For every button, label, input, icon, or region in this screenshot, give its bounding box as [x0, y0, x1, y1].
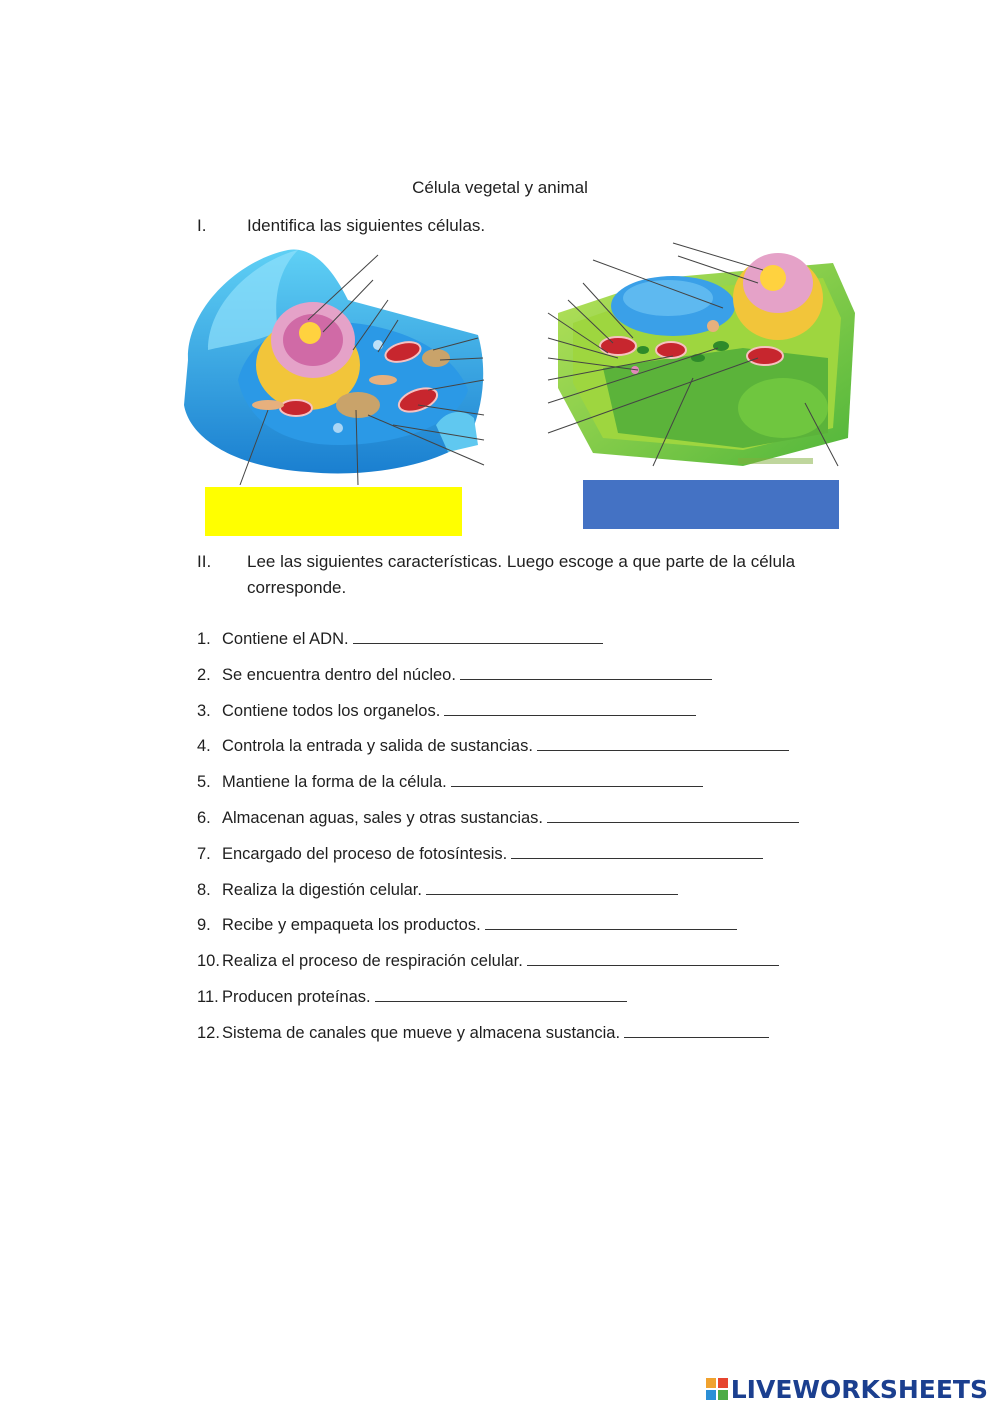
plant-cell-answer-box[interactable] [583, 480, 839, 529]
question-text: Se encuentra dentro del núcleo. [222, 665, 456, 684]
question-number: 4. [197, 737, 211, 756]
question-text: Contiene el ADN. [222, 630, 349, 648]
question-number: 6. [197, 808, 211, 827]
question-item [197, 1020, 837, 1056]
section-1-number: I. [197, 216, 207, 235]
question-item [197, 984, 837, 1020]
answer-blank[interactable] [444, 701, 696, 716]
question-item [197, 948, 837, 984]
question-number: 9. [197, 916, 211, 935]
question-item [197, 626, 837, 662]
question-text: Almacenan aguas, sales y otras sustancias. [222, 808, 544, 827]
answer-blank[interactable] [426, 880, 678, 895]
question-number: 3. [197, 701, 211, 720]
answer-blank[interactable] [485, 915, 737, 930]
liveworksheets-brand [706, 1372, 988, 1406]
question-number: 12. [197, 1023, 220, 1042]
question-number: 10. [197, 952, 220, 971]
question-text: Mantiene la forma de la célula. [222, 773, 447, 792]
question-item [197, 698, 837, 734]
question-item [197, 877, 837, 913]
question-number: 8. [197, 880, 211, 899]
question-number: 2. [197, 665, 211, 684]
question-list [197, 626, 837, 1056]
answer-blank[interactable] [451, 772, 703, 787]
answer-blank[interactable] [460, 665, 712, 680]
question-item [197, 733, 837, 769]
section-2-heading [197, 549, 817, 601]
question-text: Controla la entrada y salida de sustancias. [222, 737, 533, 756]
question-item [197, 805, 837, 841]
question-item [197, 912, 837, 948]
page-title: Célula vegetal y animal [412, 178, 588, 197]
answer-blank[interactable] [624, 1023, 769, 1038]
question-number: 7. [197, 844, 211, 863]
question-text: Contiene todos los organelos. [222, 701, 441, 720]
liveworksheets-logo-icon [706, 1378, 728, 1400]
section-2-text: Lee las siguientes características. Luego escoge a que parte de la célula corresponde. [247, 552, 796, 597]
answer-blank[interactable] [511, 844, 763, 859]
brand-name: LIVEWORKSHEETS [730, 1374, 988, 1404]
section-2-number: II. [197, 552, 212, 571]
question-item [197, 841, 837, 877]
question-text: Encargado del proceso de fotosíntesis. [222, 844, 508, 863]
question-text: Recibe y empaqueta los productos. [222, 916, 481, 935]
answer-blank[interactable] [527, 951, 779, 966]
question-item [197, 769, 837, 805]
question-number: 1. [197, 630, 211, 648]
animal-cell-answer-box[interactable] [205, 487, 462, 536]
answer-blank[interactable] [353, 629, 603, 644]
section-1-heading [197, 213, 817, 239]
question-number: 11. [197, 987, 219, 1006]
answer-blank[interactable] [375, 987, 627, 1002]
section-1-text: Identifica las siguientes células. [247, 216, 486, 235]
question-item [197, 662, 837, 698]
question-number: 5. [197, 773, 211, 792]
question-text: Sistema de canales que mueve y almacena sustancia. [222, 1023, 621, 1042]
question-text: Producen proteínas. [222, 987, 371, 1006]
answer-blank[interactable] [547, 808, 799, 823]
question-text: Realiza la digestión celular. [222, 880, 422, 899]
plant-cell-illustration [543, 238, 855, 470]
answer-blank[interactable] [537, 736, 789, 751]
question-text: Realiza el proceso de respiración celular. [222, 952, 523, 971]
animal-cell-illustration [178, 240, 490, 485]
